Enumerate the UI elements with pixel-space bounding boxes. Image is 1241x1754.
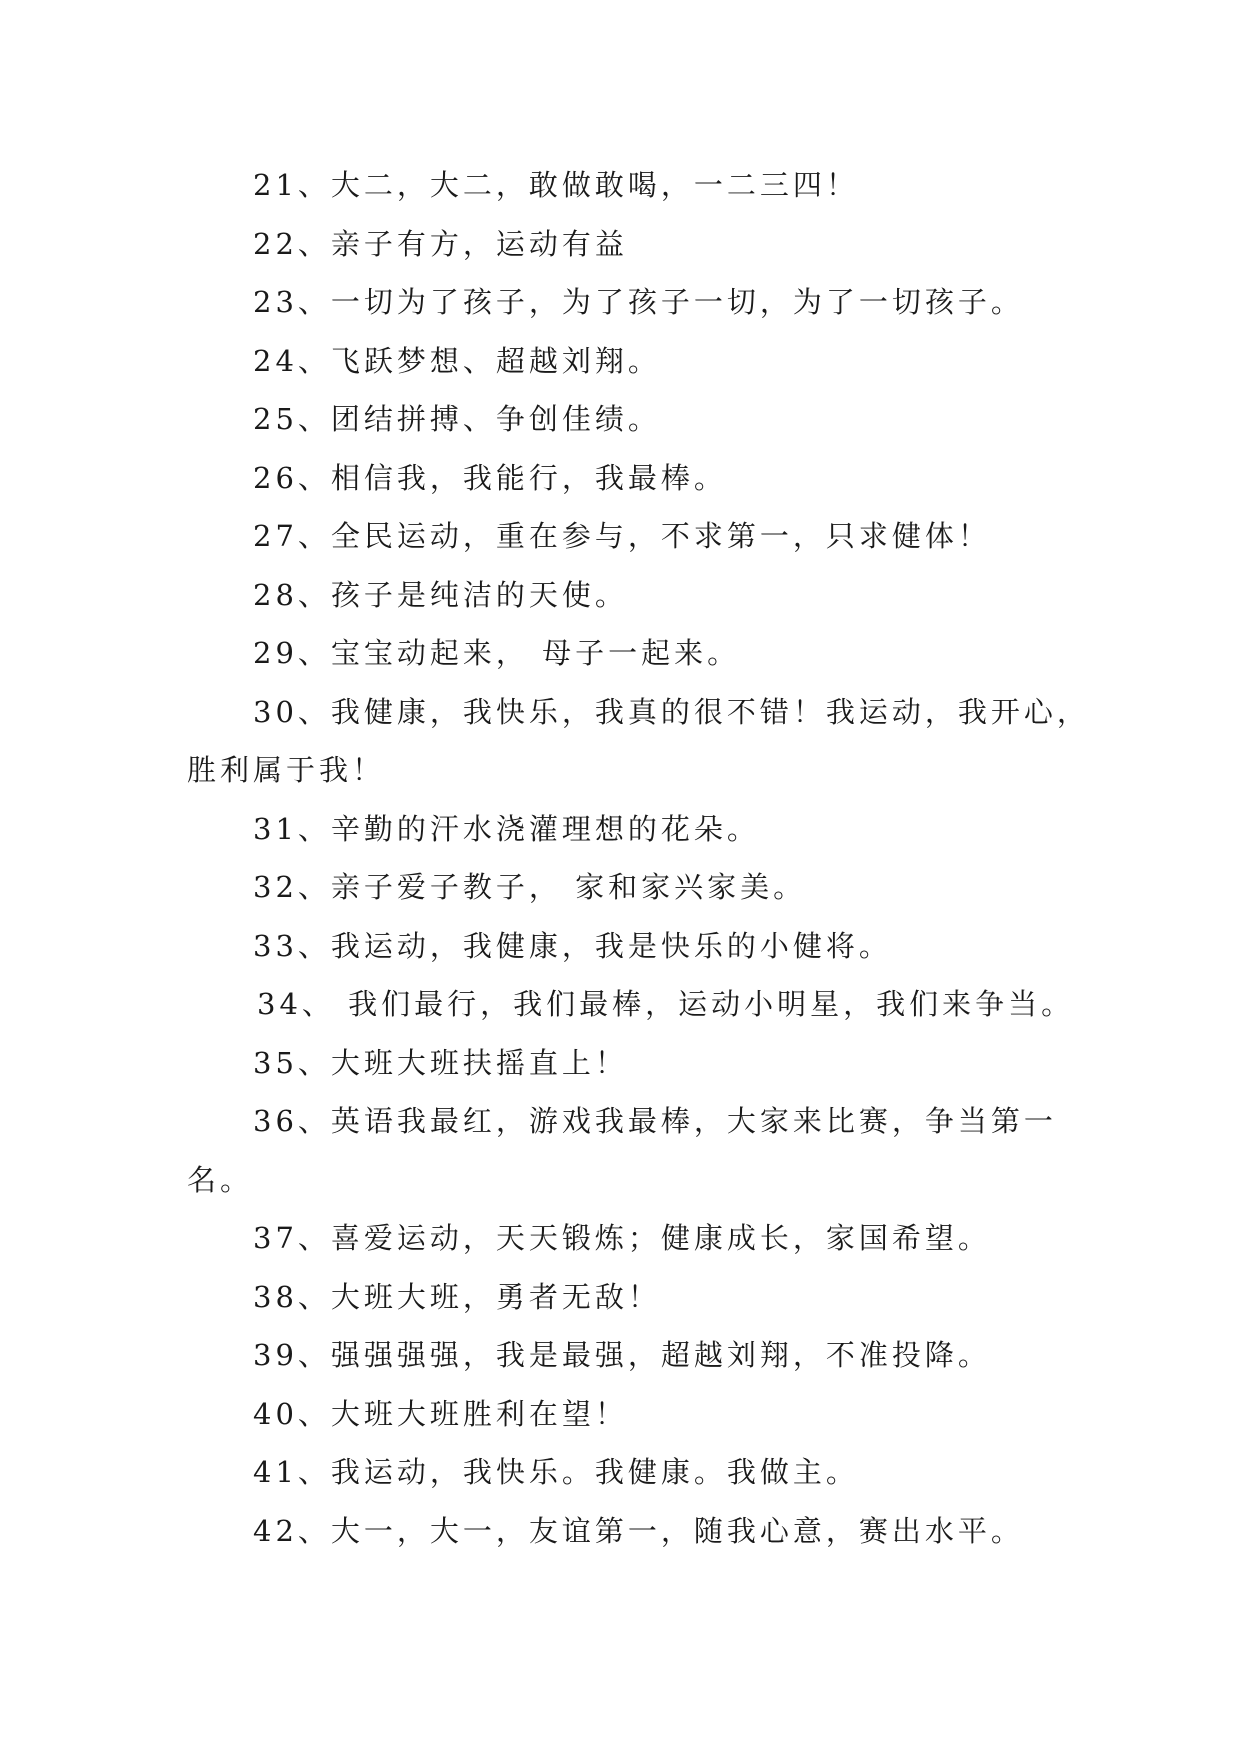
item-text: 宝宝动起来， 母子一起来。 bbox=[330, 636, 741, 670]
item-number: 37 bbox=[253, 1221, 298, 1255]
item-number: 39 bbox=[253, 1338, 298, 1372]
item-separator: 、 bbox=[297, 1338, 331, 1372]
item-separator: 、 bbox=[297, 1104, 331, 1138]
item-number: 33 bbox=[253, 928, 298, 963]
item-number: 27 bbox=[253, 519, 298, 553]
list-item bbox=[187, 683, 1090, 742]
item-separator: 、 bbox=[297, 1221, 331, 1255]
item-number: 21 bbox=[253, 168, 298, 202]
list-item bbox=[187, 215, 1067, 274]
item-number: 41 bbox=[253, 1455, 298, 1489]
item-text: 相信我，我能行，我最棒。 bbox=[330, 460, 727, 495]
list-item bbox=[187, 1385, 1067, 1444]
item-text: 喜爱运动，天天锻炼；健康成长，家国希望。 bbox=[330, 1221, 991, 1255]
item-separator: 、 bbox=[297, 1279, 331, 1314]
list-item bbox=[187, 332, 1067, 391]
list-item bbox=[187, 975, 1075, 1034]
item-text: 亲子有方，运动有益 bbox=[330, 226, 628, 261]
item-number: 35 bbox=[253, 1045, 298, 1080]
item-text: 大二，大二，敢做敢喝，一二三四！ bbox=[330, 168, 859, 202]
item-separator: 、 bbox=[297, 168, 331, 202]
item-separator: 、 bbox=[297, 519, 331, 553]
item-number: 34 bbox=[257, 987, 302, 1021]
item-separator: 、 bbox=[297, 402, 331, 436]
item-text: 英语我最红，游戏我最棒，大家来比赛，争当第一 bbox=[330, 1104, 1057, 1138]
list-item bbox=[187, 156, 1067, 215]
item-text: 大班大班，勇者无敌！ bbox=[330, 1279, 661, 1314]
list-item bbox=[187, 566, 1067, 625]
list-item bbox=[187, 449, 1067, 508]
item-number: 28 bbox=[253, 577, 298, 612]
item-number: 40 bbox=[253, 1396, 298, 1431]
list-item bbox=[187, 390, 1067, 449]
item-number: 23 bbox=[253, 285, 298, 319]
item-number: 36 bbox=[253, 1104, 298, 1138]
list-item-continuation bbox=[187, 741, 1067, 800]
list-item bbox=[187, 273, 1067, 332]
list-item bbox=[187, 1268, 1067, 1327]
item-number: 38 bbox=[253, 1279, 298, 1314]
list-item bbox=[187, 624, 1067, 683]
item-text: 孩子是纯洁的天使。 bbox=[330, 577, 628, 612]
item-text: 辛勤的汗水浇灌理想的花朵。 bbox=[330, 811, 760, 846]
item-text: 大班大班扶摇直上！ bbox=[330, 1045, 628, 1080]
item-separator: 、 bbox=[297, 460, 331, 495]
item-separator: 、 bbox=[297, 1045, 331, 1080]
item-number: 24 bbox=[253, 343, 298, 378]
list-item bbox=[187, 858, 1067, 917]
list-item bbox=[187, 1209, 1067, 1268]
item-separator: 、 bbox=[297, 928, 331, 963]
list-item-continuation bbox=[187, 1151, 1067, 1210]
item-separator: 、 bbox=[297, 577, 331, 612]
item-text-continuation: 名。 bbox=[187, 1162, 254, 1197]
item-separator: 、 bbox=[301, 987, 335, 1021]
item-text-continuation: 胜利属于我！ bbox=[187, 753, 386, 787]
item-text: 一切为了孩子，为了孩子一切，为了一切孩子。 bbox=[330, 285, 1024, 319]
item-number: 31 bbox=[253, 811, 298, 846]
item-number: 42 bbox=[253, 1513, 298, 1548]
slogan-list bbox=[187, 156, 1090, 1560]
list-item bbox=[187, 1502, 1067, 1561]
list-item bbox=[187, 507, 1067, 566]
item-text: 大班大班胜利在望！ bbox=[330, 1396, 628, 1431]
item-number: 30 bbox=[253, 694, 298, 729]
item-text: 亲子爱子教子， 家和家兴家美。 bbox=[330, 870, 807, 904]
item-text: 强强强强，我是最强，超越刘翔，不准投降。 bbox=[330, 1338, 991, 1372]
item-separator: 、 bbox=[297, 1396, 331, 1431]
item-number: 26 bbox=[253, 460, 298, 495]
item-separator: 、 bbox=[297, 226, 331, 261]
list-item bbox=[187, 800, 1067, 859]
item-separator: 、 bbox=[297, 1513, 331, 1548]
item-text: 飞跃梦想、超越刘翔。 bbox=[330, 343, 661, 378]
item-separator: 、 bbox=[297, 1455, 331, 1489]
item-number: 25 bbox=[253, 402, 298, 436]
item-separator: 、 bbox=[297, 870, 331, 904]
item-number: 22 bbox=[253, 226, 298, 261]
list-item bbox=[187, 1326, 1067, 1385]
item-separator: 、 bbox=[297, 694, 331, 729]
item-separator: 、 bbox=[297, 811, 331, 846]
item-separator: 、 bbox=[297, 285, 331, 319]
item-text: 我运动，我健康，我是快乐的小健将。 bbox=[330, 928, 892, 963]
list-item bbox=[187, 917, 1067, 976]
item-text: 我们最行，我们最棒，运动小明星，我们来争当。 bbox=[334, 987, 1075, 1021]
item-number: 29 bbox=[253, 636, 298, 670]
list-item bbox=[187, 1034, 1067, 1093]
item-text: 我运动，我快乐。我健康。我做主。 bbox=[330, 1455, 859, 1489]
item-separator: 、 bbox=[297, 343, 331, 378]
item-text: 我健康，我快乐，我真的很不错！我运动，我开心， bbox=[330, 694, 1090, 729]
item-text: 团结拼搏、争创佳绩。 bbox=[330, 402, 661, 436]
item-text: 大一，大一，友谊第一，随我心意，赛出水平。 bbox=[330, 1513, 1024, 1548]
list-item bbox=[187, 1092, 1067, 1151]
item-separator: 、 bbox=[297, 636, 331, 670]
item-number: 32 bbox=[253, 870, 298, 904]
list-item bbox=[187, 1443, 1067, 1502]
item-text: 全民运动，重在参与，不求第一，只求健体！ bbox=[330, 519, 991, 553]
